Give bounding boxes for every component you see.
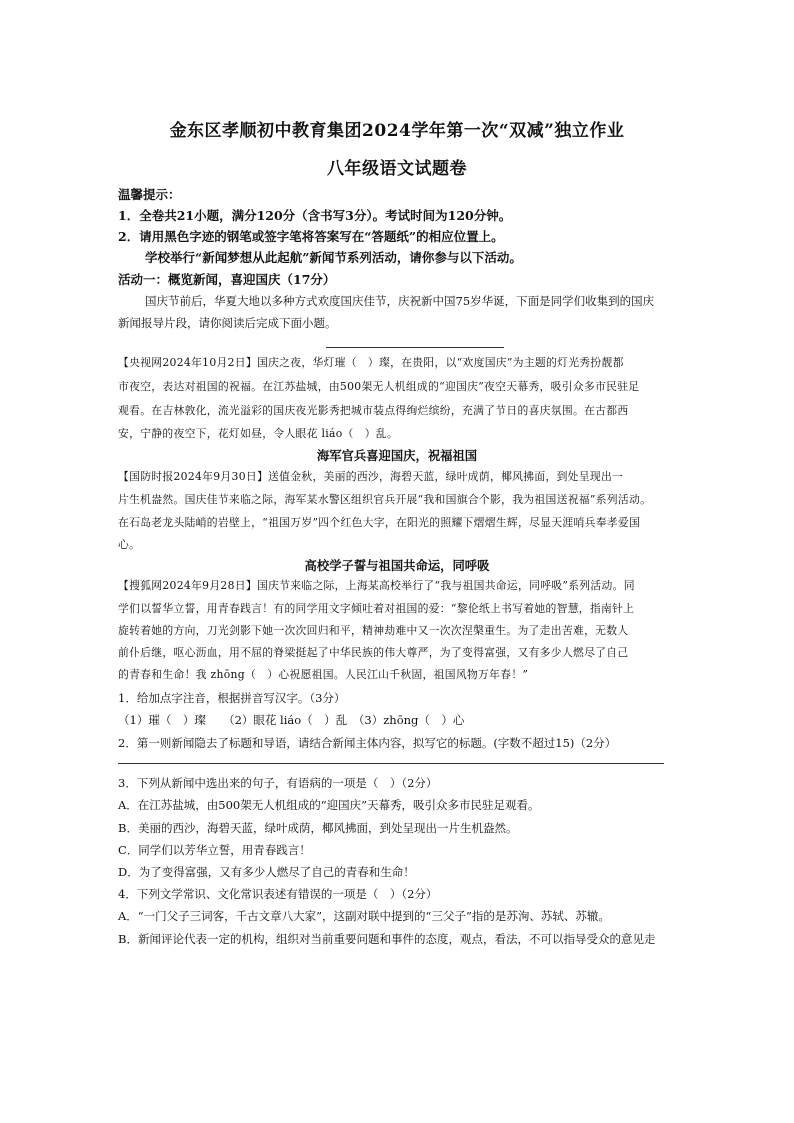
news3-headline: 高校学子誓与祖国共命运，同呼吸 xyxy=(304,558,490,573)
question-3-option-c: C．同学们以芳华立誓，用青春践言！ xyxy=(118,843,311,857)
tips-item-1: 1．全卷共21小题，满分120分（含书写3分）。考试时间为120分钟。 xyxy=(118,208,512,223)
news1-line: 观看。在吉林敦化，流光溢彩的国庆夜光影秀把城市装点得绚烂缤纷，充满了节日的喜庆氛围。在古都西 xyxy=(118,404,629,417)
news3-line: 旋转着她的方向，刀光剑影下她一次次回归和平，精神劫难中又一次次涅槃重生。为了走出苦难，无数人 xyxy=(118,624,629,637)
question-4-option-b: B．新闻评论代表一定的机构，组织对当前重要问题和事件的态度，观点，看法，不可以指导受众的意见走 xyxy=(118,932,656,946)
news2-line: 【国防时报2024年9月30日】送值金秋，美丽的西沙，海碧天蓝，绿叶成荫，椰风拂面，到处呈现出一 xyxy=(118,470,624,483)
exam-title: 金东区孝顺初中教育集团2024学年第一次“双减”独立作业 xyxy=(169,121,625,141)
news1-line: 【央视网2024年10月2日】国庆之夜，华灯璀（ ）璨，在贵阳，以“欢度国庆”为主题的灯光秀扮靓都 xyxy=(118,356,624,369)
news2-line: 片生机盎然。国庆佳节来临之际，海军某水警区组织官兵开展“我和国旗合个影，我为祖国送祝福”系列活动。 xyxy=(118,493,652,506)
tips-heading: 温馨提示： xyxy=(118,187,181,202)
news1-line: 安，宁静的夜空下，花灯如昼，令人眼花 liáo（ ）乱。 xyxy=(118,427,399,440)
question-3-option-b: B．美丽的西沙，海碧天蓝，绿叶成荫，椰风拂面，到处呈现出一片生机盎然。 xyxy=(118,821,518,835)
activity1-lead: 国庆节前后，华夏大地以多种方式欢度国庆佳节，庆祝新中国75岁华诞，下面是同学们收集到的国庆 xyxy=(145,294,655,308)
news2-headline: 海军官兵喜迎国庆，祝福祖国 xyxy=(316,448,478,463)
tips-item-2: 2．请用黑色字迹的钢笔或签字笔将答案写在“答题纸”的相应位置上。 xyxy=(118,229,504,244)
news1-line: 市夜空，表达对祖国的祝福。在江苏盐城，由500架无人机组成的“迎国庆”夜空天幕秀，吸引众多市民驻足 xyxy=(118,380,640,393)
question-1-stem: 1．给加点字注音，根据拼音写汉字。（3分） xyxy=(118,691,346,705)
news2-line: 心。 xyxy=(118,538,141,551)
question-1-options: （1）璀（ ）璨 （2）眼花 liáo（ ）乱 （3）zhōng（ ）心 xyxy=(118,713,465,727)
intro-text: 学校举行“新闻梦想从此起航”新闻节系列活动，请你参与以下活动。 xyxy=(145,250,522,265)
activity1-lead: 新闻报导片段，请你阅读后完成下面小题。 xyxy=(118,316,337,330)
news2-line: 在石岛老龙头陆峭的岩壁上，“祖国万岁”四个红色大字，在阳光的照耀下熠熠生辉，尽显天涯哨兵奉孝爱国 xyxy=(118,516,641,529)
activity1-title: 活动一：概览新闻，喜迎国庆（17分） xyxy=(118,272,336,287)
divider xyxy=(326,347,504,348)
question-3-stem: 3．下列从新闻中选出来的句子，有语病的一项是（ ）（2分） xyxy=(118,776,438,790)
news3-line: 的青春和生命！我 zhōng（ ）心祝愿祖国。人民江山千秋固，祖国风物万年春！” xyxy=(118,668,529,681)
question-2-stem: 2．第一则新闻隐去了标题和导语，请结合新闻主体内容，拟写它的标题。(字数不超过15)（2分） xyxy=(118,736,617,750)
news3-line: 【搜狐网2024年9月28日】国庆节来临之际，上海某高校举行了“我与祖国共命运，同呼吸”系列活动。同 xyxy=(118,579,635,592)
news3-line: 学们以誓华立誓，用青春践言！有的同学用文字倾吐着对祖国的爱：“黎伦纸上书写着她的智慧，指南针上 xyxy=(118,602,635,615)
answer-line xyxy=(118,763,664,764)
question-3-option-a: A．在江苏盐城，由500架无人机组成的“迎国庆”天幕秀，吸引众多市民驻足观看。 xyxy=(118,798,540,812)
question-3-option-d: D．为了变得富强，又有多少人燃尽了自己的青春和生命！ xyxy=(118,865,415,879)
question-4-stem: 4．下列文学常识、文化常识表述有错误的一项是（ ）（2分） xyxy=(118,887,438,901)
question-4-option-a: A．“一门父子三词客，千古文章八大家”，这副对联中提到的“三父子”指的是苏洵、苏轼、苏辙。 xyxy=(118,909,610,923)
news3-line: 前仆后继，呕心沥血，用不屈的脊梁挺起了中华民族的伟大尊严，为了变得富强，又有多少人燃尽了自己 xyxy=(118,646,629,659)
exam-subtitle: 八年级语文试题卷 xyxy=(327,159,467,179)
